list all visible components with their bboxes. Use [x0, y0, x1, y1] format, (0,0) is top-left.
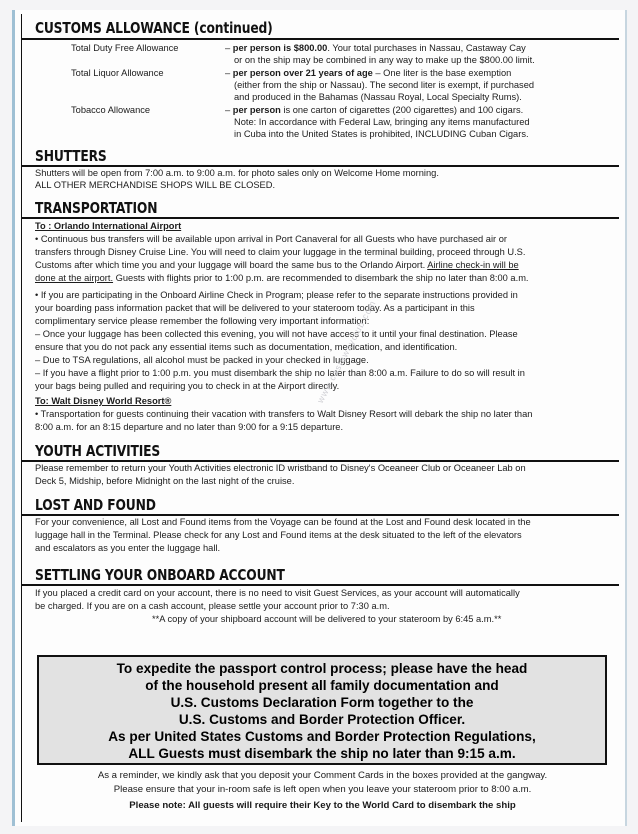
transfer-line4: done at the airport. Guests with flights prior to 1:00 p.m. are recommended to disembark the ship no later than 8:00 a.m. — [35, 273, 529, 283]
transfer-line2: transfers through Disney Cruise Line. You will need to claim your luggage in the terminal building, proceed through U.S. — [35, 247, 526, 257]
checkin-line6: – Due to TSA regulations, all alcohol must be packed in your checked in luggage. — [35, 355, 369, 365]
footer-safe: Please ensure that your in-room safe is left open when you leave your stateroom prior to 8:00 a.m. — [113, 784, 532, 795]
youth-line2: Deck 5, Midship, before Midnight on the last night of the cruise. — [35, 476, 295, 486]
checkin-line3: complimentary service please remember the following very important information: — [35, 316, 370, 326]
checkin-line4: – Once your luggage has been collected this evening, you will not have access to it until your final destination. Please — [35, 329, 518, 339]
orlando-airport-subheading: To : Orlando International Airport — [35, 221, 182, 231]
liquor-line2: (either from the ship or Nassau). The second liter is exempt, if purchased — [234, 80, 535, 90]
transportation-heading: TRANSPORTATION — [35, 199, 158, 217]
passport-notice-box — [37, 655, 607, 765]
transfer-line1: • Continuous bus transfers will be available upon arrival in Port Canaveral for all Guests who have purchased air or — [35, 234, 507, 244]
youth-line1: Please remember to return your Youth Activities electronic ID wristband to Disney's Oceaneer Club or Oceaneer Lab on — [35, 463, 526, 473]
notice-line1: To expedite the passport control process; please have the head — [116, 661, 528, 676]
checkin-line7: – If you have a flight prior to 1:00 p.m. you must disembark the ship no later than 8:00 a.m. Failure to do so will result in — [35, 368, 525, 378]
document-page — [12, 10, 627, 826]
lost-found-heading: LOST AND FOUND — [35, 496, 156, 514]
lost-found-line3: and escalators as you enter the luggage hall. — [35, 543, 221, 553]
shutters-heading: SHUTTERS — [35, 147, 107, 165]
shutters-line2: ALL OTHER MERCHANDISE SHOPS WILL BE CLOSED. — [35, 180, 276, 190]
youth-rule — [21, 460, 619, 462]
notice-line3: U.S. Customs Declaration Form together to the — [170, 695, 474, 710]
youth-heading: YOUTH ACTIVITIES — [35, 442, 161, 460]
notice-line6: ALL Guests must disembark the ship no later than 9:15 a.m. — [128, 746, 516, 761]
wdw-line2: 8:00 a.m. for an 8:15 departure and no later than 9:00 for a 9:15 departure. — [35, 422, 344, 432]
account-line1: If you placed a credit card on your account, there is no need to visit Guest Services, as your account will automatically — [35, 588, 520, 598]
footer-key-card: Please note: All guests will require their Key to the World Card to disembark the ship — [129, 800, 516, 811]
tobacco-line3: in Cuba into the United States is prohibited, INCLUDING Cuban Cigars. — [234, 129, 529, 139]
liquor-line3: and produced in the Bahamas (Nassau Royal, Local Specialty Rums). — [234, 92, 522, 102]
checkin-line2: your boarding pass information packet that will be delivered to your stateroom today. As a participant in this — [35, 303, 475, 313]
tobacco-line2: Note: In accordance with Federal Law, bringing any items manufactured — [234, 117, 530, 127]
checkin-line8: your bags being pulled and requiring you to check in at the Airport directly. — [35, 381, 340, 391]
account-line3: **A copy of your shipboard account will be delivered to your stateroom by 6:45 a.m.** — [152, 614, 502, 624]
duty-free-line2: or on the ship may be combined in any way to make up the $800.00 limit. — [234, 55, 535, 65]
watermark: www.castawayclub.com — [315, 298, 378, 405]
transfer-line3: Customs after which time you and your luggage will board the same bus to the Orlando Airport. Airline check-in will be — [35, 260, 519, 270]
duty-free-label: Total Duty Free Allowance — [71, 43, 179, 53]
customs-rule — [21, 38, 619, 40]
footer-comment-cards: As a reminder, we kindly ask that you deposit your Comment Cards in the boxes provided at the gangway. — [97, 770, 548, 781]
shutters-rule — [21, 165, 619, 167]
liquor-label: Total Liquor Allowance — [71, 68, 164, 78]
customs-heading: CUSTOMS ALLOWANCE (continued) — [35, 19, 273, 37]
account-line2: be charged. If you are on a cash account, please settle your account prior to 7:30 a.m. — [35, 601, 390, 611]
lost-found-line2: luggage hall in the Terminal. Please check for any Lost and Found items at the desk situated to the left of the elevators — [35, 530, 522, 540]
wdw-line1: • Transportation for guests continuing their vacation with transfers to Walt Disney Resort will debark the ship no later than — [35, 409, 533, 419]
account-heading: SETTLING YOUR ONBOARD ACCOUNT — [35, 566, 285, 584]
checkin-line5: ensure that you do not pack any essential items such as documentation, medication, and identification. — [35, 342, 458, 352]
lost-found-line1: For your convenience, all Lost and Found items from the Voyage can be found at the Lost and Found desk located in the — [35, 517, 531, 527]
notice-line2: of the household present all family documentation and — [145, 678, 499, 693]
shutters-line1: Shutters will be open from 7:00 a.m. to 9:00 a.m. for photo sales only on Welcome Home morning. — [35, 168, 439, 178]
duty-free-line1: – per person is $800.00. Your total purchases in Nassau, Castaway Cay — [225, 43, 526, 53]
notice-line5: As per United States Customs and Border Protection Regulations, — [108, 729, 536, 744]
checkin-line1: • If you are participating in the Onboard Airline Check in Program; please refer to the separate instructions provided in — [35, 290, 518, 300]
wdw-resort-subheading: To: Walt Disney World Resort® — [35, 396, 172, 406]
tobacco-label: Tobacco Allowance — [71, 105, 151, 115]
tobacco-line1: – per person is one carton of cigarettes (200 cigarettes) and 100 cigars. — [225, 105, 524, 115]
transportation-rule — [21, 217, 619, 219]
lost-found-rule — [21, 514, 619, 516]
liquor-line1: – per person over 21 years of age – One liter is the base exemption — [225, 68, 512, 78]
account-rule — [21, 584, 619, 586]
notice-line4: U.S. Customs and Border Protection Officer. — [178, 712, 466, 727]
